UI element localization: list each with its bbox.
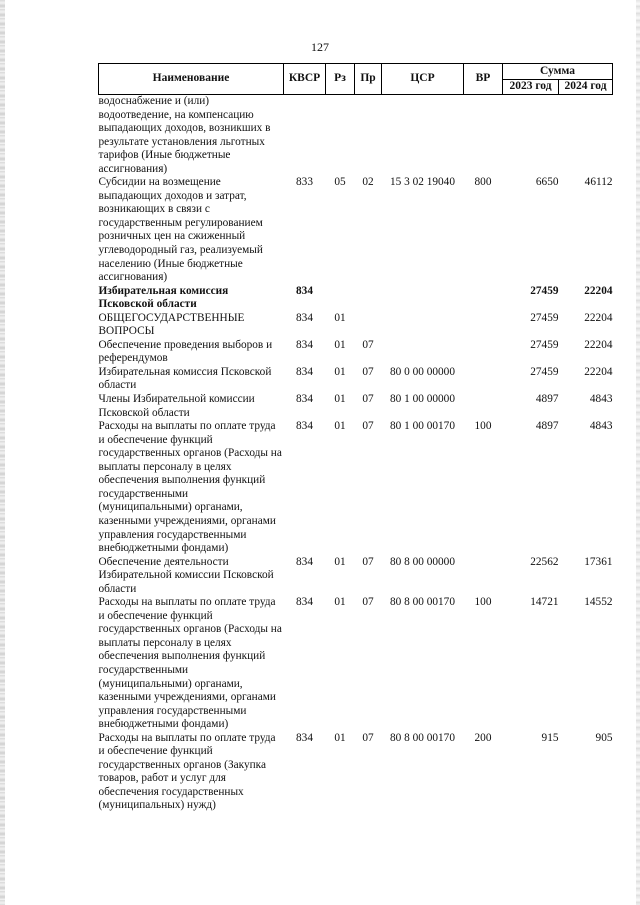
row-kvsr: 834 — [296, 284, 313, 297]
row-sum-2023: 27459 — [530, 365, 559, 378]
row-csr — [382, 312, 464, 339]
row-vr — [464, 312, 503, 339]
row-kvsr: 834 — [296, 420, 313, 433]
row-pr: 07 — [362, 393, 374, 406]
table-row — [99, 176, 613, 284]
table-row — [99, 312, 613, 339]
row-sum-2024: 22204 — [584, 311, 613, 324]
page-number: 127 — [311, 40, 329, 54]
row-sum-2023 — [503, 95, 559, 177]
table-row — [99, 285, 613, 312]
row-rz: 05 — [334, 176, 346, 189]
row-rz: 01 — [334, 365, 346, 378]
row-pr — [355, 312, 382, 339]
row-sum-2023: 14721 — [530, 596, 559, 609]
row-name: Субсидии на возмещение выпадающих доходов и затрат, возникающих в связи с государственным регулированием розничных цен на сжиженный углеводородный газ, реализуемый населению (Иные бюджетные ассигнования) — [98, 176, 263, 284]
header-vr: ВР — [464, 64, 503, 95]
row-csr — [382, 285, 464, 312]
row-name: Избирательная комиссия Псковской области — [98, 365, 272, 392]
row-vr — [464, 393, 503, 420]
row-sum-2024: 22204 — [584, 284, 613, 297]
row-kvsr: 834 — [296, 555, 313, 568]
row-csr: 80 8 00 00170 — [390, 731, 455, 744]
row-vr: 800 — [474, 176, 492, 189]
row-vr: 200 — [474, 731, 492, 744]
row-name: водоснабжение и (или) водоотведение, на компенсацию выпадающих доходов, возникших в результате установления льготных тарифов (Иные бюджетные ассигнования) — [98, 95, 271, 175]
row-sum-2024: 22204 — [584, 365, 613, 378]
row-kvsr: 834 — [296, 338, 313, 351]
row-sum-2024: 4843 — [589, 393, 613, 406]
row-pr: 07 — [362, 420, 374, 433]
row-vr: 100 — [474, 596, 492, 609]
row-sum-2023: 6650 — [535, 176, 559, 189]
row-csr: 80 8 00 00170 — [390, 596, 455, 609]
table-row — [99, 393, 613, 420]
row-rz: 01 — [334, 393, 346, 406]
row-kvsr: 834 — [296, 596, 313, 609]
header-pr: Пр — [355, 64, 382, 95]
row-sum-2023: 915 — [541, 731, 559, 744]
row-pr: 07 — [362, 555, 374, 568]
row-kvsr: 834 — [296, 731, 313, 744]
scan-edge-left — [0, 0, 5, 905]
scan-edge-right — [636, 0, 640, 905]
row-sum-2024 — [559, 95, 613, 177]
header-kvsr: КВСР — [284, 64, 326, 95]
row-rz: 01 — [334, 420, 346, 433]
row-csr — [382, 339, 464, 366]
row-sum-2023: 27459 — [530, 284, 559, 297]
row-sum-2024: 46112 — [584, 176, 613, 189]
row-name: Обеспечение деятельности Избирательной комиссии Псковской области — [98, 555, 274, 595]
row-rz — [326, 95, 355, 177]
row-name: Обеспечение проведения выборов и референдумов — [98, 338, 273, 365]
row-kvsr: 833 — [296, 176, 313, 189]
row-pr — [355, 285, 382, 312]
row-vr — [464, 95, 503, 177]
row-sum-2023: 22562 — [530, 555, 559, 568]
table-row — [99, 339, 613, 366]
row-sum-2023: 4897 — [535, 420, 559, 433]
row-name: Члены Избирательной комиссии Псковской области — [98, 393, 255, 419]
row-sum-2023: 27459 — [530, 311, 559, 324]
row-sum-2023: 4897 — [535, 393, 559, 406]
row-sum-2023: 27459 — [530, 338, 559, 351]
row-pr: 07 — [362, 731, 374, 744]
row-csr: 15 3 02 19040 — [390, 176, 455, 189]
row-csr: 80 1 00 00170 — [390, 420, 455, 433]
row-kvsr — [284, 95, 326, 177]
row-kvsr: 834 — [296, 365, 313, 378]
header-year-2023: 2023 год — [503, 80, 559, 95]
row-vr — [464, 556, 503, 597]
row-rz: 01 — [334, 596, 346, 609]
table-body — [99, 95, 613, 813]
row-csr: 80 1 00 00000 — [390, 393, 455, 406]
row-kvsr: 834 — [296, 311, 313, 324]
row-pr: 07 — [362, 338, 374, 351]
row-rz: 01 — [334, 311, 346, 324]
row-vr: 100 — [474, 420, 492, 433]
row-csr — [382, 95, 464, 177]
table-row — [99, 556, 613, 597]
table-row — [99, 420, 613, 555]
budget-table — [98, 63, 613, 813]
row-name: Расходы на выплаты по оплате труда и обеспечение функций государственных органов (Расходы на выплаты персоналу в целях обеспечения выполнения функций государственными (муниципальными) органами, казенными учреждениями, органами управления государственными внебюджетными фондами) — [98, 420, 282, 555]
header-sum: Сумма — [503, 64, 613, 80]
row-csr: 80 0 00 00000 — [390, 365, 455, 378]
row-vr — [464, 366, 503, 393]
row-vr — [464, 285, 503, 312]
row-rz — [326, 285, 355, 312]
row-vr — [464, 339, 503, 366]
row-sum-2024: 22204 — [584, 338, 613, 351]
header-name: Наименование — [99, 64, 284, 95]
row-name: Расходы на выплаты по оплате труда и обеспечение функций государственных органов (Расходы на выплаты персоналу в целях обеспечения выполнения функций государственными (муниципальными) органами, казенными учреждениями, органами управления государственными внебюджетными фондами) — [98, 596, 282, 731]
row-pr — [355, 95, 382, 177]
row-rz: 01 — [334, 731, 346, 744]
row-sum-2024: 905 — [595, 731, 613, 744]
table-row — [99, 732, 613, 813]
row-sum-2024: 17361 — [584, 555, 613, 568]
row-pr: 07 — [362, 596, 374, 609]
table-row — [99, 95, 613, 177]
row-sum-2024: 4843 — [589, 420, 613, 433]
table-row — [99, 596, 613, 731]
header-csr: ЦСР — [382, 64, 464, 95]
table-row — [99, 366, 613, 393]
row-sum-2024: 14552 — [584, 596, 613, 609]
row-name: Избирательная комиссия Псковской области — [98, 284, 229, 311]
row-rz: 01 — [334, 555, 346, 568]
row-pr: 02 — [362, 176, 374, 189]
row-rz: 01 — [334, 338, 346, 351]
row-name: Расходы на выплаты по оплате труда и обеспечение функций государственных органов (Закупка товаров, работ и услуг для обеспечения государственных (муниципальных) нужд) — [98, 731, 276, 812]
row-name: ОБЩЕГОСУДАРСТВЕННЫЕ ВОПРОСЫ — [98, 311, 245, 338]
row-kvsr: 834 — [296, 393, 313, 406]
row-pr: 07 — [362, 365, 374, 378]
header-rz: Рз — [326, 64, 355, 95]
header-year-2024: 2024 год — [559, 80, 613, 95]
row-csr: 80 8 00 00000 — [390, 555, 455, 568]
